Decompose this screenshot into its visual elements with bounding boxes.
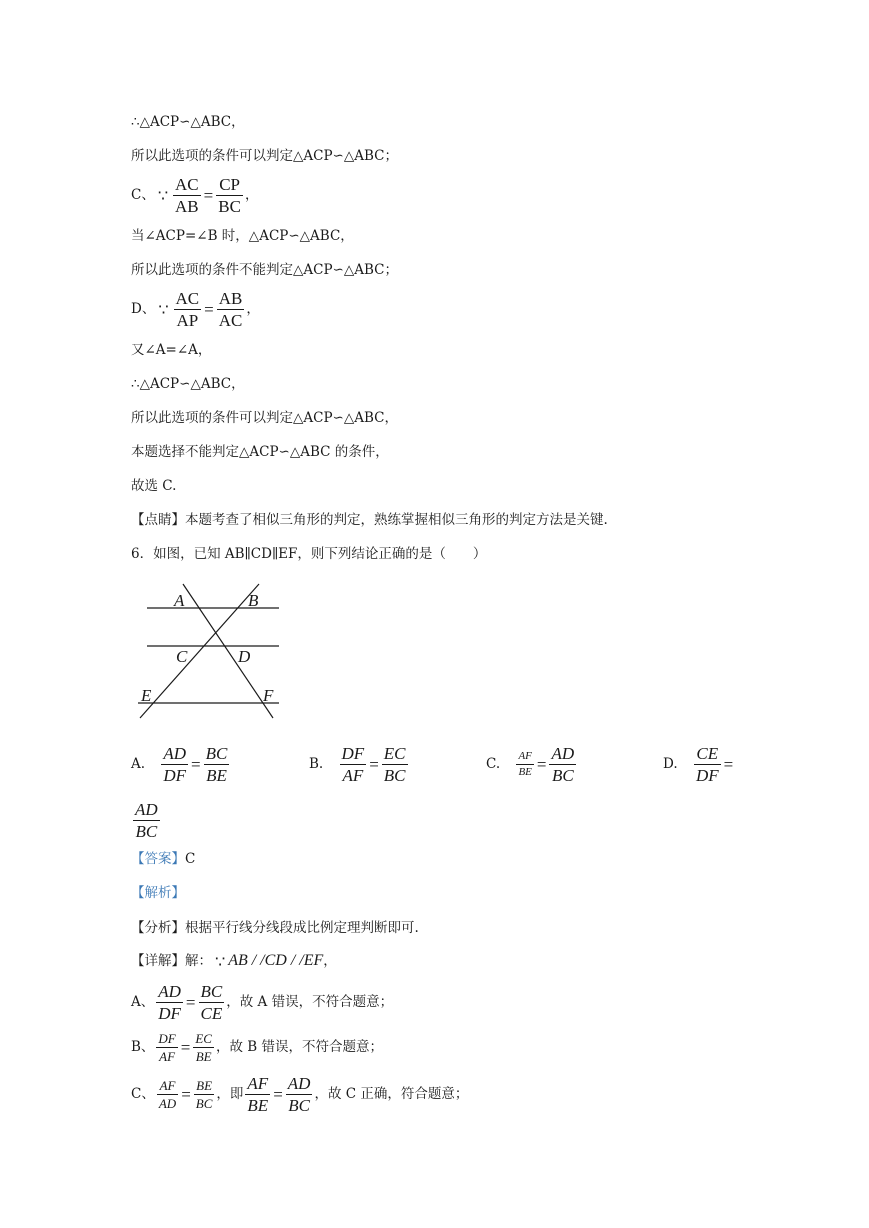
- fraction: $\frac{AF}{BE}$: [247, 1074, 269, 1115]
- question-6: 6．如图，已知 AB∥CD∥EF，则下列结论正确的是（ ）: [131, 546, 487, 562]
- equals: =: [204, 300, 214, 319]
- point-label-a: A: [174, 591, 185, 610]
- fraction: $\frac{BC}{BE}$: [205, 744, 228, 785]
- fraction: $\frac{AD}{BC}$: [551, 744, 575, 785]
- option-c[interactable]: [486, 745, 578, 784]
- text-line: 所以此选项的条件可以判定△ACP∽△ABC，: [131, 410, 398, 426]
- equals: =: [180, 1038, 191, 1057]
- punct: ，: [244, 187, 259, 203]
- fraction: $\frac{EC}{BC}$: [383, 744, 406, 785]
- text-line: 故选 C.: [131, 478, 177, 494]
- option-label: A.: [131, 756, 146, 772]
- text-line: 又∠A=∠A，: [131, 342, 212, 358]
- fraction: $\frac{DF}{AF}$: [158, 1031, 176, 1064]
- option-b[interactable]: [309, 745, 410, 784]
- fraction: $\frac{DF}{AF}$: [341, 744, 365, 785]
- reason-c: [131, 1075, 468, 1114]
- text: ，即: [216, 1086, 244, 1102]
- analysis-tag: 【解析】: [131, 885, 185, 901]
- equals: =: [369, 755, 379, 774]
- answer-tag: 【答案】: [131, 851, 185, 867]
- label: A、: [131, 994, 155, 1010]
- label: 【详解】解：: [131, 953, 212, 969]
- label: B、: [131, 1039, 155, 1055]
- fraction: $\frac{AB}{AC}$: [218, 289, 243, 330]
- text-line: ∴△ACP∽△ABC，: [131, 376, 245, 392]
- punct: ，: [246, 301, 260, 317]
- option-label: B.: [309, 756, 324, 772]
- point-label-f: F: [263, 686, 274, 705]
- point-label-b: B: [248, 591, 259, 610]
- key-point-line: 【点睛】本题考查了相似三角形的判定，熟练掌握相似三角形的判定方法是关键.: [131, 512, 608, 528]
- option-c-reasoning: [131, 176, 258, 215]
- fraction: $\frac{BC}{CE}$: [200, 982, 223, 1023]
- text-line: 本题选择不能判定△ACP∽△ABC 的条件，: [131, 444, 389, 460]
- fraction: $\frac{AF}{BE}$: [518, 750, 532, 778]
- equals: =: [181, 1085, 191, 1104]
- fraction: $\frac{AC}{AP}$: [175, 289, 200, 330]
- equals: =: [273, 1085, 283, 1104]
- analysis-line: 【分析】根据平行线分线段成比例定理判断即可.: [131, 920, 419, 936]
- label: C、: [131, 187, 155, 203]
- fraction: $\frac{AD}{BC}$: [135, 800, 158, 841]
- fraction: $\frac{AD}{DF}$: [158, 982, 181, 1023]
- equals: =: [723, 755, 734, 774]
- label: C、: [131, 1086, 155, 1102]
- text-line: 当∠ACP=∠B 时，△ACP∽△ABC，: [131, 228, 354, 244]
- fraction: $\frac{AD}{DF}$: [163, 744, 187, 785]
- answer-value: C: [185, 851, 196, 867]
- equals: =: [191, 755, 201, 774]
- equals: =: [536, 755, 547, 774]
- point-label-d: D: [238, 647, 251, 666]
- point-label-e: E: [141, 686, 152, 705]
- point-label-c: C: [176, 647, 188, 666]
- fraction: $\frac{BE}{BC}$: [195, 1078, 213, 1111]
- punct: ，: [323, 953, 337, 969]
- option-d-reasoning: [131, 290, 260, 329]
- because-symbol: ∵: [157, 185, 169, 205]
- reason-b: [131, 1032, 383, 1063]
- text: ，故 C 正确，符合题意；: [314, 1086, 469, 1102]
- parallel-lines-figure: [131, 578, 286, 723]
- label: D、: [131, 301, 156, 317]
- because-symbol: ∵: [158, 299, 169, 319]
- fraction: $\frac{CE}{DF}$: [695, 744, 719, 785]
- because-symbol: ∵: [215, 951, 226, 971]
- equals: =: [185, 993, 196, 1012]
- equals: =: [203, 186, 214, 205]
- fraction: $\frac{EC}{BE}$: [195, 1031, 212, 1064]
- option-a[interactable]: [131, 745, 231, 784]
- fraction: $\frac{AD}{BC}$: [287, 1074, 311, 1115]
- parallel-statement: AB / /CD / /EF: [228, 952, 324, 969]
- text-line: 所以此选项的条件可以判定△ACP∽△ABC；: [131, 148, 398, 164]
- option-label: C.: [486, 756, 501, 772]
- text-line: 所以此选项的条件不能判定△ACP∽△ABC；: [131, 262, 398, 278]
- solution-line: [131, 953, 337, 970]
- fraction: $\frac{CP}{BC}$: [218, 175, 241, 216]
- text: ，故 A 错误，不符合题意；: [226, 994, 394, 1010]
- option-label: D.: [663, 756, 678, 772]
- fraction: $\frac{AF}{AD}$: [158, 1078, 177, 1111]
- option-d-continued: [131, 801, 162, 840]
- text-line: ∴△ACP∽△ABC，: [131, 114, 245, 130]
- transversal-af: [183, 584, 273, 718]
- text: ，故 B 错误，不符合题意；: [215, 1039, 383, 1055]
- fraction: $\frac{AC}{AB}$: [175, 175, 199, 216]
- reason-a: [131, 983, 393, 1022]
- option-d[interactable]: [663, 745, 734, 784]
- answer-line: [131, 853, 195, 867]
